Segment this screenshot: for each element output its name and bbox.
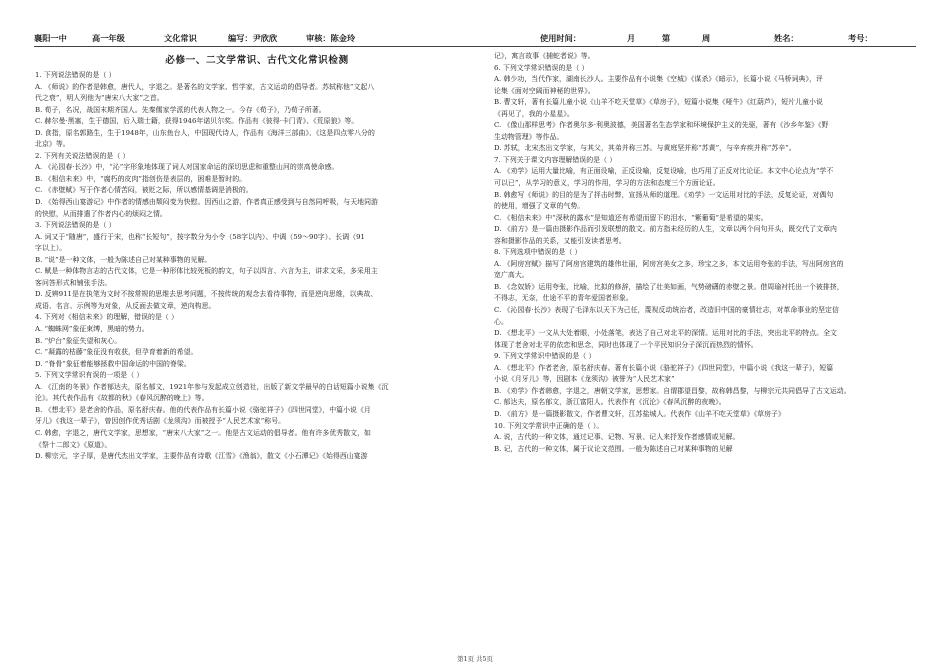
text-line: B. 《想北平》是老舍的作品，原名舒庆春。他的代表作品有长篇小说《骆驼祥子》《四世同堂》，中篇小说《月 (35, 405, 371, 414)
text-line: 代之衰”，明人列他为“唐宋八大家”之首。 (35, 94, 164, 103)
text-line: 成语、名言、示例等为对象，从反面去做文章，逆向构思。 (35, 301, 216, 310)
text-line: 7. 下列关于课文内容理解错误的是（ ） (494, 155, 617, 164)
text-line: B. 《劝学》作者韩愈，字退之，唐朝文学家，思想家。自谓郡望昌黎，故称韩昌黎，与柳宗元共同倡导了古文运动。 (494, 386, 851, 395)
header-name: 姓名： (774, 33, 799, 43)
text-line: D. 苏轼，北宋杰出文学家，与其父，其弟并称三苏。与黄庭坚并称“苏黄”，与辛弃疾并称“苏辛”。 (494, 144, 796, 153)
text-line: A. 韩少功，当代作家，湖南长沙人。主要作品有小说集《空城》《谋杀》《暗示》，长篇小说《马桥词典》，评 (494, 75, 823, 84)
header-use-time: 使用时间： (540, 33, 581, 43)
text-line: A. 说，古代的一种文体，通过记事、记物、写景、记人来抒发作者感情或见解。 (494, 433, 740, 442)
text-line: 9. 下列文学常识中错误的是（ ） (494, 352, 596, 361)
header-reviewer: 审核：陈金玲 (306, 33, 356, 43)
text-line: B. “炉台”象征失望和灰心。 (35, 336, 122, 345)
text-line: A. 《阿房宫赋》描写了阿房宫建筑的雄伟壮丽，阿房宫美女之多，珍宝之多，本文运用夸张的手法，写出阿房宫的 (494, 259, 844, 268)
text-line: D. 《始得西山宴游记》中作者的情感由颓闷变为快慰。因西山之游，作者真正感受到与自然同呼吸，与天地同游 (35, 198, 378, 207)
text-line: 客问答形式和铺张手法。 (35, 278, 112, 287)
text-line: C. 《沁园春·长沙》表现了毛泽东以天下为己任，蔑视反动统治者，改造旧中国的豪情壮志，对革命事业的坚定信 (494, 306, 839, 315)
text-line: 体现了老舍对北平的依恋和思念，同时也体现了一个平民知识分子深沉而热烈的情怀。 (494, 340, 758, 349)
left-column-text (35, 70, 469, 463)
text-line: D. 柳宗元，字子厚，是唐代杰出文学家，主要作品有诗歌《江雪》《渔翁》，散文《小石潭记》《始得西山宴游 (35, 452, 368, 461)
page-footer: 第1页 共5页 (457, 655, 493, 663)
text-line: 的使用，增强了文章的气势。 (494, 202, 585, 211)
text-line: B. “说”是一种文体，一般为陈述自己对某种事物的见解。 (35, 255, 212, 264)
page-header (34, 33, 916, 47)
text-line: 生动物管理》等作品。 (494, 132, 564, 141)
left-column (35, 51, 469, 463)
text-line: 字以上）。 (35, 244, 67, 253)
text-line: 容和摄影作品的关系，又能引发读者思考。 (494, 236, 626, 245)
text-line: 2. 下列有关说法错误的是（ ） (35, 151, 130, 160)
header-subject: 文化常识 (164, 33, 197, 43)
text-line: 3. 下列说法错误的是（ ） (35, 221, 116, 230)
text-line: C. 《像山那样思考》作者奥尔多·利奥波德，美国著名生态学家和环境保护主义的先驱，著有《沙乡年鉴》《野 (494, 121, 829, 130)
text-line: 心。 (494, 317, 508, 326)
text-line: D. “脊骨”象征着能够拯救中国命运的中国的脊梁。 (35, 359, 191, 368)
text-line: D. 《前方》是一篇摄影散文，作者曹文轩，江苏盐城人。代表作《山羊不吃天堂草》《草房子》 (494, 409, 785, 418)
text-line: 6. 下列文学常识错误的是（ ） (494, 63, 589, 72)
text-line: 《再见了，我的小星星》。 (494, 109, 574, 118)
text-line: A. 《江南的冬景》作者郁达夫，原名郁文，1921年参与发起成立创造社，出版了新文学最早的白话短篇小说集《沉 (35, 382, 389, 391)
text-line: 《祭十二郎文》《原道》。 (35, 440, 112, 449)
header-week: 周 (702, 33, 711, 43)
text-line: B. 《念奴娇》运用夸张，比喻，比拟的修辞，描绘了壮美如画，气势磅礴的赤壁之景。借周瑜衬托出一个被排挤， (494, 282, 844, 291)
text-line: A. 《劝学》运用大量比喻，有正面设喻，正反设喻，反复设喻，也巧用了正反对比论证。本文中心论点为“学不 (494, 167, 834, 176)
text-line: A. 《沁园春·长沙》中，“沁”字形象地体现了词人对国家命运的深切思虑和重整山河的崇高使命感。 (35, 163, 339, 172)
text-line: 5. 下列文学常识有误的一项是（ ） (35, 371, 144, 380)
text-line: C. 郁达夫，原名郁文，浙江富阳人。代表作有《沉沦》《春风沉醉的夜晚》。 (494, 398, 726, 407)
text-line: A. “蜘蛛网”象征束缚，黑暗的势力。 (35, 325, 149, 334)
text-line: C. 《相信未来》中“深秋的露水”是知道还有希望而留下的泪水，“紫葡萄”是希望的果实。 (494, 213, 768, 222)
text-line: 牙儿》《我这一辈子》，曾因创作优秀话剧《龙须沟》而被授予“人民艺术家”称号。 (35, 417, 286, 426)
right-column-text (494, 51, 928, 455)
text-line: C. “凝露的枯藤”象征没有收获，但孕育着新的希望。 (35, 348, 198, 357)
header-school: 襄阳一中 (34, 33, 67, 43)
header-author: 编写：尹欣欣 (228, 33, 278, 43)
text-line: B. 曹文轩，著有长篇儿童小说《山羊不吃天堂草》《草房子》，短篇小说集《哑牛》《红葫芦》，短片儿童小说 (494, 98, 823, 107)
text-line: 沦》。其代表作品有《故都的秋》《春风沉醉的晚上》等。 (35, 394, 209, 403)
text-line: 宽广高大。 (494, 271, 529, 280)
text-line: B. 记，古代的一种文体，属于议论文范围。一般为陈述自己对某种事物的见解 (494, 444, 733, 453)
header-grade: 高一年级 (92, 33, 125, 43)
text-line: 可以已”，从学习的意义，学习的作用，学习的方法和态度三个方面论证。 (494, 179, 720, 188)
text-line: C. 赫尔曼·黑塞，生于德国，后入瑞士籍，获得1946年诺贝尔奖。作品有《彼得·卡门青》、《荒原狼》等。 (35, 117, 359, 126)
header-month: 月 (627, 33, 636, 43)
text-line: C. 赋是一种体物言志的古代文体，它是一种形体比较死板的韵文，句子以四言、六言为主，讲求文采，多采用主 (35, 267, 378, 276)
text-line: 北京》等。 (35, 140, 70, 149)
text-line: B. 荀子，名况，战国末期齐国人。先秦儒家学派的代表人物之一。今存《荀子》，乃荀子所著。 (35, 105, 326, 114)
text-line: 论集《面对空阔而神秘的世界》。 (494, 86, 595, 95)
text-line: A. 《想北平》作者老舍，原名舒庆春。著有长篇小说《骆驼祥子》《四世同堂》，中篇小说《我这一辈子》，短篇 (494, 363, 834, 372)
text-line: D. 《想北平》一文从大处着眼，小处落笔，表达了自己对北平的深情。运用对比的手法，突出北平的特点。全文 (494, 329, 837, 338)
right-column (494, 51, 928, 455)
page-title: 必修一、二文学常识、古代文化常识检测 (165, 55, 349, 66)
text-line: 1. 下列说法错误的是（ ） (35, 71, 116, 79)
text-line: D. 反辨911是在执笔为文时不按常规的思维去思考问题，不按传统的观念去看待事物，而是逆向思维，以典故、 (35, 290, 378, 299)
text-line: C. 《赤壁赋》写于作者心情苦闷，被贬之际，所以感情基调是消极的。 (35, 186, 253, 195)
text-line: D. 食指，原名郭路生，生于1948年，山东鱼台人，中国现代诗人，作品有《海洋三部曲》、《这是四点零八分的 (35, 128, 375, 137)
text-line: 小说《月牙儿》等，因剧本《龙须沟》被誉为“人民艺术家” (494, 375, 675, 384)
text-line: B. 《相信未来》中，“腐朽的皮肉”指创伤是表层的，困难是暂时的。 (35, 174, 247, 183)
header-rule (34, 46, 916, 47)
text-line: B. 韩愈写《师说》的目的是为了抨击时弊，宣扬从师的道理。《劝学》一文运用对比的手法，反复论证，对偶句 (494, 190, 834, 199)
text-line: C. 韩愈，字退之，唐代文学家，思想家，“唐宋八大家”之一。他是古文运动的倡导者。他有许多优秀散文，如 (35, 428, 371, 437)
text-line: 不得志，无奈，仕途不平的青年爱国者形象。 (494, 294, 633, 303)
header-number: 考号： (848, 33, 873, 43)
text-line: A. 《师说》的作者是韩愈，唐代人，字退之。是著名的文学家、哲学家，古文运动的倡导者。苏轼称他“文起八 (35, 82, 375, 91)
text-line: 10. 下列文学常识中正确的是（ ）。 (494, 421, 604, 430)
text-line: 记》，寓言故事《捕蛇者说》等。 (494, 52, 595, 60)
text-line: D. 《前方》是一篇由摄影作品而引发联想的散文。前方指未经历的人生，文章以两个问句开头，既交代了文章内 (494, 225, 837, 234)
text-line: 8. 下列选项中错误的是（ ） (494, 248, 582, 257)
text-line: 4. 下列对《相信未来》的理解，错误的是（ ） (35, 313, 179, 322)
text-line: A. 词又于“随唐”，盛行于宋，也称“长短句”，按字数分为小令（58字以内）、中调（59～90字）、长调（91 (35, 232, 365, 241)
header-week-label: 第 (662, 33, 671, 43)
text-line: 的快慰，从而排遣了作者内心的烦闷之情。 (35, 209, 167, 218)
